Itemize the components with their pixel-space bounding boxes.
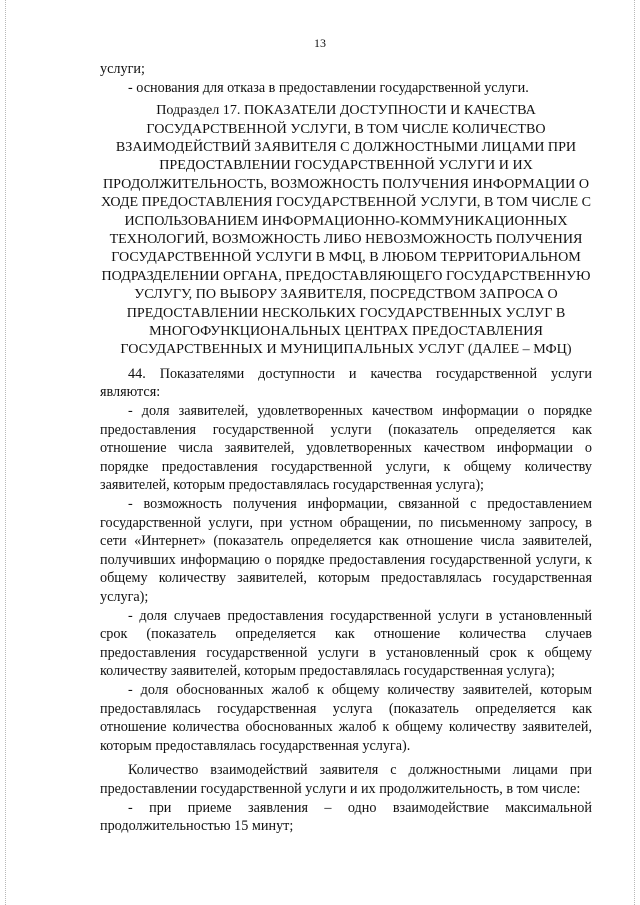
- list-item: - основания для отказа в предоставлении государственной услуги.: [128, 79, 529, 96]
- list-item: - возможность получения информации, связанной с предоставлением государственной услуги, при устном обращении, по письменному запросу, в сети «Интернет» (показатель определяется как отношение числа заявителей, получивших информацию о порядке предоставления государственной услуги, к общему количеству заявителей, которым предоставлялась государственная услуга);: [100, 496, 592, 605]
- left-margin-dots: [5, 0, 6, 905]
- list-item: - при приеме заявления – одно взаимодействие максимальной продолжительностью 15 минут;: [100, 799, 592, 835]
- list-item: - доля заявителей, удовлетворенных качеством информации о порядке предоставления государственной услуги (показатель определяется как отношение числа заявителей, удовлетворенных качеством информации о порядке предоставления государственной услуги, к общему количеству заявителей, которым предоставлялась государственная услуга);: [100, 403, 592, 494]
- document-body: [100, 60, 592, 836]
- section-heading-text: ПОКАЗАТЕЛИ ДОСТУПНОСТИ И КАЧЕСТВА ГОСУДАРСТВЕННОЙ УСЛУГИ, В ТОМ ЧИСЛЕ КОЛИЧЕСТВО ВЗАИМОДЕЙСТВИЙ ЗАЯВИТЕЛЯ С ДОЛЖНОСТНЫМИ ЛИЦАМИ ПРИ ПРЕДОСТАВЛЕНИИ ГОСУДАРСТВЕННОЙ УСЛУГИ И ИХ ПРОДОЛЖИТЕЛЬНОСТЬ, ВОЗМОЖНОСТЬ ПОЛУЧЕНИЯ ИНФОРМАЦИИ О ХОДЕ ПРЕДОСТАВЛЕНИЯ ГОСУДАРСТВЕННОЙ УСЛУГИ, В ТОМ ЧИСЛЕ С ИСПОЛЬЗОВАНИЕМ ИНФОРМАЦИОННО-КОММУНИКАЦИОННЫХ ТЕХНОЛОГИЙ, ВОЗМОЖНОСТЬ ЛИБО НЕВОЗМОЖНОСТЬ ПОЛУЧЕНИЯ ГОСУДАРСТВЕННОЙ УСЛУГИ В МФЦ, В ЛЮБОМ ТЕРРИТОРИАЛЬНОМ ПОДРАЗДЕЛЕНИИ ОРГАНА, ПРЕДОСТАВЛЯЮЩЕГО ГОСУДАРСТВЕННУЮ УСЛУГУ, ПО ВЫБОРУ ЗАЯВИТЕЛЯ, ПОСРЕДСТВОМ ЗАПРОСА О ПРЕДОСТАВЛЕНИИ НЕСКОЛЬКИХ ГОСУДАРСТВЕННЫХ УСЛУГ В МНОГОФУНКЦИОНАЛЬНЫХ ЦЕНТРАХ ПРЕДОСТАВЛЕНИЯ ГОСУДАРСТВЕННЫХ И МУНИЦИПАЛЬНЫХ УСЛУГ (ДАЛЕЕ – МФЦ): [100, 102, 592, 358]
- section-heading-prefix: Подраздел 17.: [156, 102, 241, 119]
- page-number: 13: [314, 36, 326, 50]
- list-item: - доля случаев предоставления государственной услуги в установленный срок (показатель определяется как отношение количества случаев предоставления государственной услуги в установленный срок к общему количеству заявителей, которым предоставлялась государственная услуга);: [100, 607, 592, 680]
- paragraph-44: 44. Показателями доступности и качества государственной услуги являются:: [100, 365, 592, 401]
- paragraph: Количество взаимодействий заявителя с должностными лицами при предоставлении государственной услуги и их продолжительность, в том числе:: [100, 762, 592, 797]
- list-item: - доля обоснованных жалоб к общему количеству заявителей, которым предоставлялась государственная услуга (показатель определяется как отношение количества обоснованных жалоб к общему количеству заявителей, которым предоставлялась государственная услуга).: [100, 681, 592, 754]
- section-heading: [100, 101, 592, 359]
- continuation-line: услуги;: [100, 61, 145, 77]
- right-margin-dots: [634, 0, 635, 905]
